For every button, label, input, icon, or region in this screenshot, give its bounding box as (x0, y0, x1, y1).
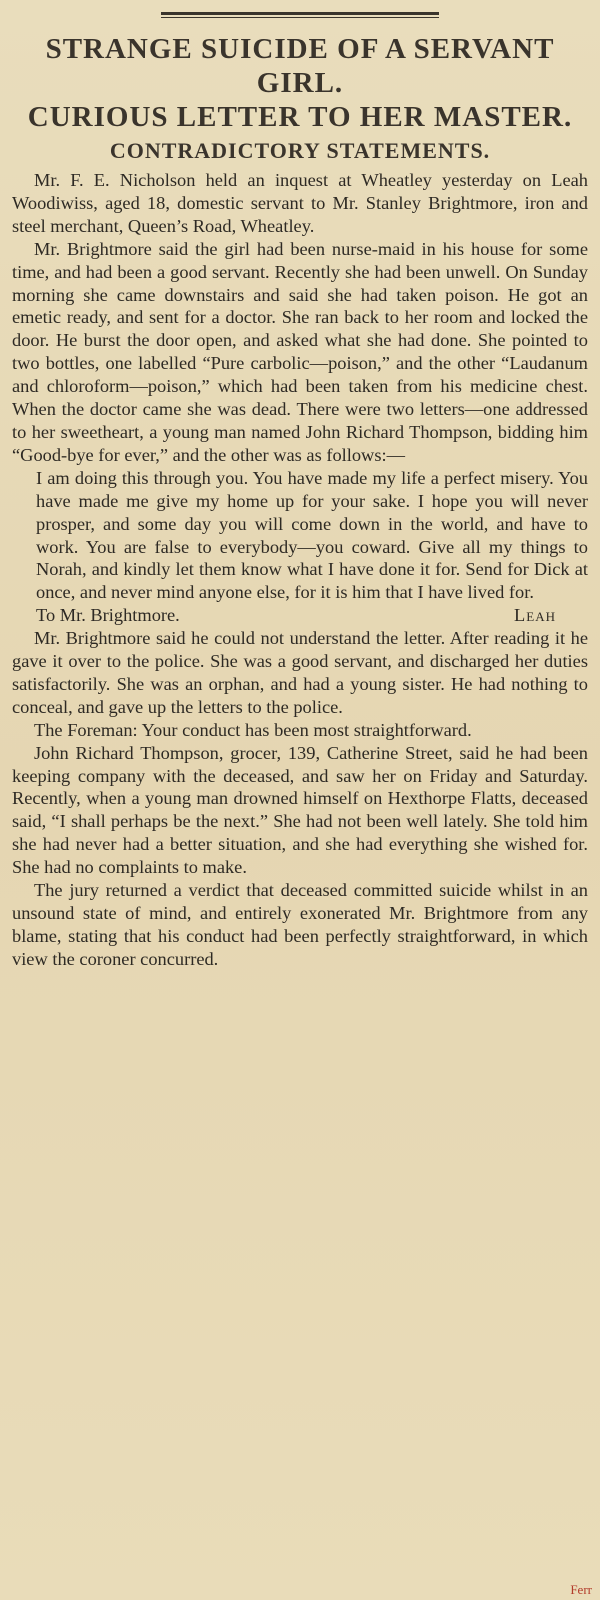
paragraph-verdict: The jury returned a verdict that deceased committed suicide whilst in an unsound state of mind, and entirely exonerated Mr. Brightmore from any blame, stating that his conduct had been perfectly straightforward, in which view the coroner concurred. (12, 880, 588, 969)
subheadline-contradictory: CONTRADICTORY STATEMENTS. (109, 138, 491, 163)
letter-signature-row (36, 604, 588, 627)
letter-addressee: To Mr. Brightmore. (36, 605, 180, 626)
top-rule (161, 12, 439, 18)
letter-signature: Leah (514, 605, 556, 626)
paragraph-inquest: Mr. F. E. Nicholson held an inquest at Wheatley yesterday on Leah Woodiwiss, aged 18, domestic servant to Mr. Stanley Brightmore, iron and steel merchant, Queen’s Road, Wheatley. (12, 170, 588, 236)
headline-strange-suicide: STRANGE SUICIDE OF A SERVANT GIRL. (45, 33, 555, 99)
clipped-edge-fragment: Ferr (570, 1582, 592, 1597)
paragraph-brightmore-response: Mr. Brightmore said he could not understand the letter. After reading it he gave it over to the police. She was a good servant, and discharged her duties satisfactorily. She was an orphan, and had a young sister. He had nothing to conceal, and gave up the letters to the police. (12, 628, 588, 717)
headline-curious-letter: CURIOUS LETTER TO HER MASTER. (27, 101, 573, 133)
paragraph-thompson-testimony: John Richard Thompson, grocer, 139, Catherine Street, said he had been keeping company with the deceased, and saw her on Friday and Saturday. Recently, when a young man drowned himself on Hexthorpe Flatts, deceased said, “I shall perhaps be the next.” She had not been well lately. She told him she had never had a better situation, and she had everything she wished for. She had no complaints to make. (12, 742, 588, 878)
paragraph-brightmore-testimony: Mr. Brightmore said the girl had been nurse-maid in his house for some time, and had been a good servant. Recently she had been unwell. On Sunday morning she came downstairs and said she had taken poison. He got an emetic ready, and sent for a doctor. She ran back to her room and locked the door. He burst the door open, and asked what she had done. She pointed to two bottles, one labelled “Pure carbolic—poison,” and the other “Laudanum and chloroform—poison,” which had been taken from his medicine chest. When the doctor came she was dead. There were two letters—one addressed to her sweetheart, a young man named John Richard Thompson, bidding him “Good-bye for ever,” and the other was as follows:— (12, 238, 588, 465)
paragraph-foreman: The Foreman: Your conduct has been most straightforward. (34, 719, 472, 740)
letter-body: I am doing this through you. You have made my life a perfect misery. You have made me give my home up for your sake. I hope you will never prosper, and some day you will come down in the world, and have to work. You are false to everybody—you coward. Give all my things to Norah, and kindly let them know what I have done it for. Send for Dick at once, and never mind anyone else, for it is him that I have lived for. (36, 467, 588, 603)
